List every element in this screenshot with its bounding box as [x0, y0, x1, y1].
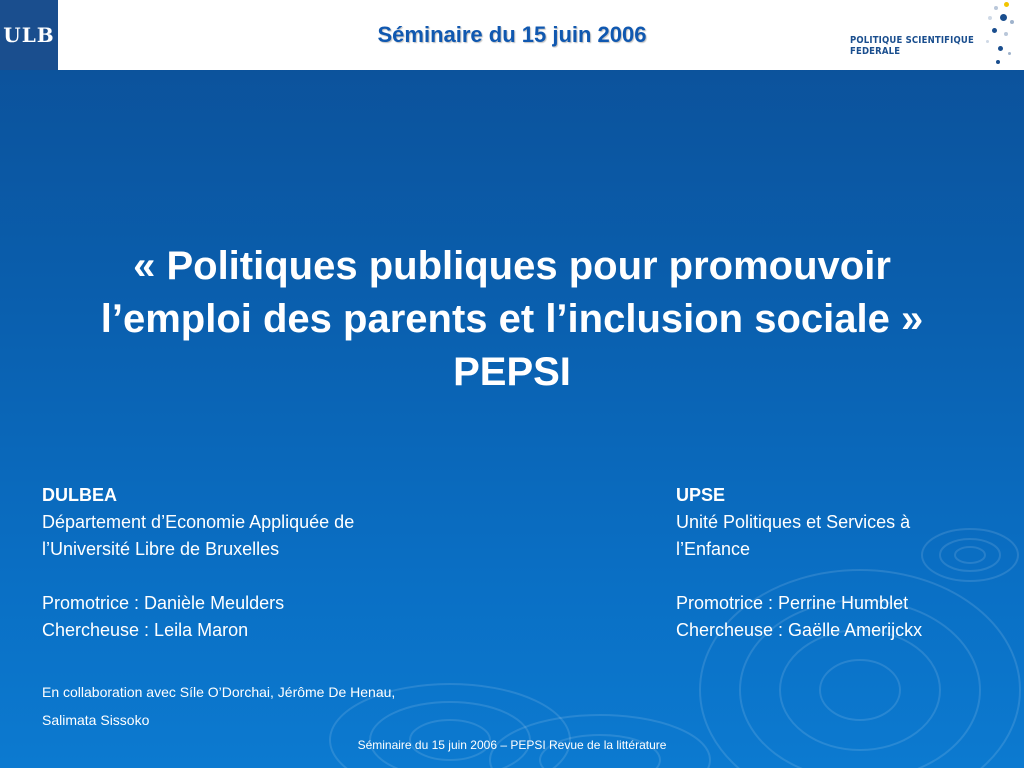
- main-title-line-3: PEPSI: [453, 350, 571, 394]
- collaboration-note: [42, 678, 642, 734]
- collaboration-line-2: Salimata Sissoko: [42, 712, 150, 728]
- dulbea-desc-line-2: l’Université Libre de Bruxelles: [42, 539, 280, 559]
- ulb-logo-text: ULB: [3, 23, 55, 47]
- dulbea-org: DULBEA: [42, 485, 117, 505]
- dulbea-chercheuse: Chercheuse : Leila Maron: [42, 620, 249, 640]
- main-title-line-1: « Politiques publiques pour promouvoir: [133, 244, 891, 288]
- upse-org: UPSE: [676, 485, 726, 505]
- logo-dots-decoration: [980, 0, 1020, 70]
- upse-column: [676, 482, 1016, 644]
- dulbea-column: [42, 482, 562, 644]
- seminar-title: Séminaire du 15 juin 2006: [377, 22, 647, 47]
- upse-chercheuse: Chercheuse : Gaëlle Amerijckx: [676, 620, 923, 640]
- slide-footer: Séminaire du 15 juin 2006 – PEPSI Revue de la littérature: [357, 738, 667, 752]
- dulbea-desc-line-1: Département d’Economie Appliquée de: [42, 512, 355, 532]
- main-title: [20, 240, 1004, 399]
- politique-scientifique-logo: POLITIQUE SCIENTIFIQUE FEDERALE: [850, 35, 974, 57]
- header-bar: [0, 0, 1024, 70]
- upse-promotrice: Promotrice : Perrine Humblet: [676, 593, 909, 613]
- upse-desc-line-2: l’Enfance: [676, 539, 751, 559]
- upse-desc-line-1: Unité Politiques et Services à: [676, 512, 911, 532]
- main-title-line-2: l’emploi des parents et l’inclusion sociale »: [100, 297, 924, 341]
- dulbea-promotrice: Promotrice : Danièle Meulders: [42, 593, 285, 613]
- collaboration-line-1: En collaboration avec Síle O’Dorchai, Jérôme De Henau,: [42, 684, 396, 700]
